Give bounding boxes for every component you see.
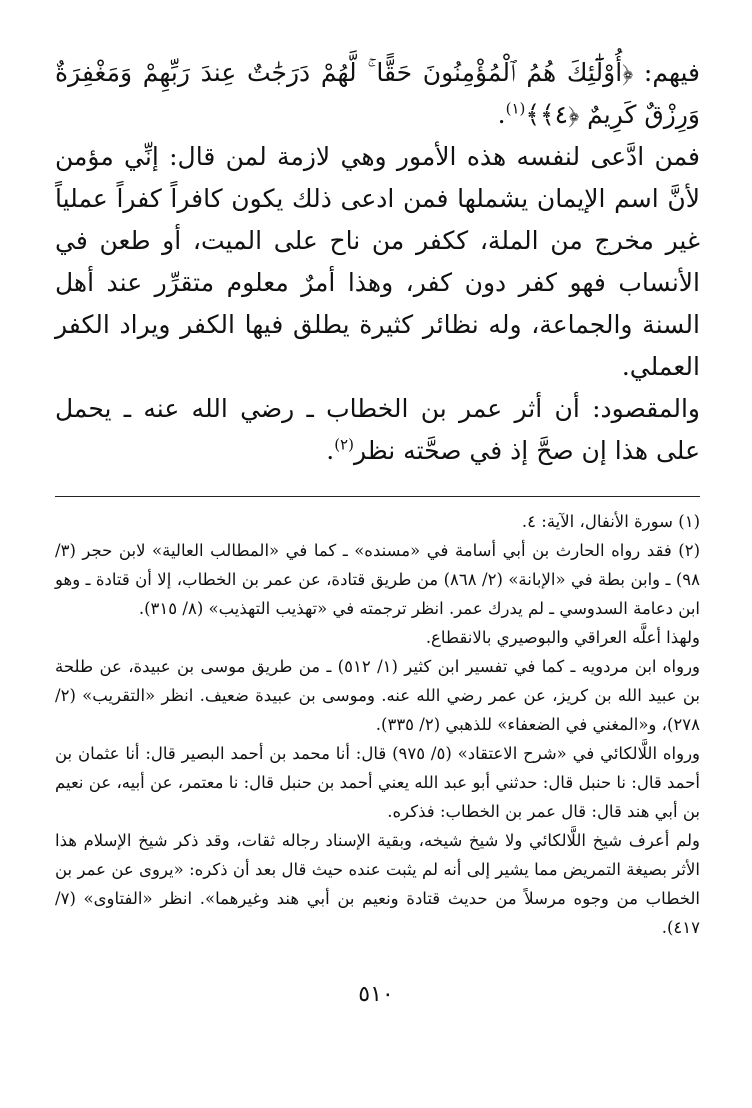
footnotes <box>55 507 700 942</box>
conclusion-text: والمقصود: أن أثر عمر بن الخطاب ـ رضي الله عنه ـ يحمل على هذا إن صحَّ إذ في صحَّته نظر <box>55 394 700 465</box>
footnote-item: ورواه اللَّالكائي في «شرح الاعتقاد» (٥/ ٩٧٥) قال: أنا محمد بن أحمد البصير قال: أنا عثمان بن أحمد قال: نا حنبل قال: حدثني أبو عبد الله يعني أحمد بن حنبل قال: نا معتمر، عن أبيه، عن نعيم بن أبي هند قال: قال عمر بن الخطاب: فذكره. <box>55 744 700 821</box>
footnote-item: ورواه ابن مردويه ـ كما في تفسير ابن كثير (١/ ٥١٢) ـ من طريق موسى بن عبيدة، عن طلحة بن عبيد الله بن كريز، عن عمر رضي الله عنه. وموسى بن عبيدة ضعيف. انظر «التقريب» (٢/ ٢٧٨)، و«المغني في الضعفاء» للذهبي (٢/ ٣٣٥). <box>55 657 700 734</box>
quran-verse-paragraph <box>55 52 700 136</box>
footnote-ref-2: (٢) <box>334 435 354 454</box>
footnote-item: ولم أعرف شيخ اللَّالكائي ولا شيخ شيخه، وبقية الإسناد رجاله ثقات، وقد ذكر شيخ الإسلام هذا الأثر بصيغة التمريض مما يشير إلى أنه لم يثبت عنده حيث قال بعد أن ذكره: «يروى عن عمر بن الخطاب من وجوه مرسلاً من حديث قتادة ونعيم بن أبي هند وغيرهما». انظر «الفتاوى» (٧/ ٤١٧). <box>55 831 700 937</box>
footnote-item: (٢) فقد رواه الحارث بن أبي أسامة في «مسنده» ـ كما في «المطالب العالية» لابن حجر (٣/ ٩٨) ـ وابن بطة في «الإبانة» (٢/ ٨٦٨) من طريق قتادة، عن عمر بن الخطاب، إلا أن قتادة ـ وهو ابن دعامة السدوسي ـ لم يدرك عمر. انظر ترجمته في «تهذيب التهذيب» (٨/ ٣١٥). <box>55 541 700 618</box>
page-number: ٥١٠ <box>358 982 394 1007</box>
sentence-end: . <box>497 100 506 129</box>
footnote-item: ولهذا أعلَّه العراقي والبوصيري بالانقطاع. <box>425 628 700 647</box>
footnote-separator <box>55 496 700 497</box>
book-page <box>55 52 700 1092</box>
sentence-end: . <box>326 436 335 465</box>
quran-verse: فيهم: ﴿أُوْلَٰٓئِكَ هُمُ ٱلْمُؤْمِنُونَ حَقًّا ۚ لَّهُمْ دَرَجَٰتٌ عِندَ رَبِّهِمْ وَمَغْفِرَةٌ وَرِزْقٌ كَرِيمٌ ﴿٤﴾﴾ <box>55 58 700 129</box>
main-text <box>55 52 700 472</box>
footnote-item: (١) سورة الأنفال، الآية: ٤. <box>521 512 700 531</box>
paragraph-kufr: فمن ادَّعى لنفسه هذه الأمور وهي لازمة لمن قال: إنِّي مؤمن لأنَّ اسم الإيمان يشملها فمن ادعى ذلك يكون كافراً كفراً عملياً غير مخرج من الملة، ككفر من ناح على الميت، أو طعن في الأنساب فهو كفر دون كفر، وهذا أمرٌ معلوم متقرِّر عند أهل السنة والجماعة، وله نظائر كثيرة يطلق فيها الكفر ويراد الكفر العملي. <box>55 142 700 381</box>
paragraph-conclusion <box>55 388 700 472</box>
footnote-ref-1: (١) <box>505 99 526 118</box>
